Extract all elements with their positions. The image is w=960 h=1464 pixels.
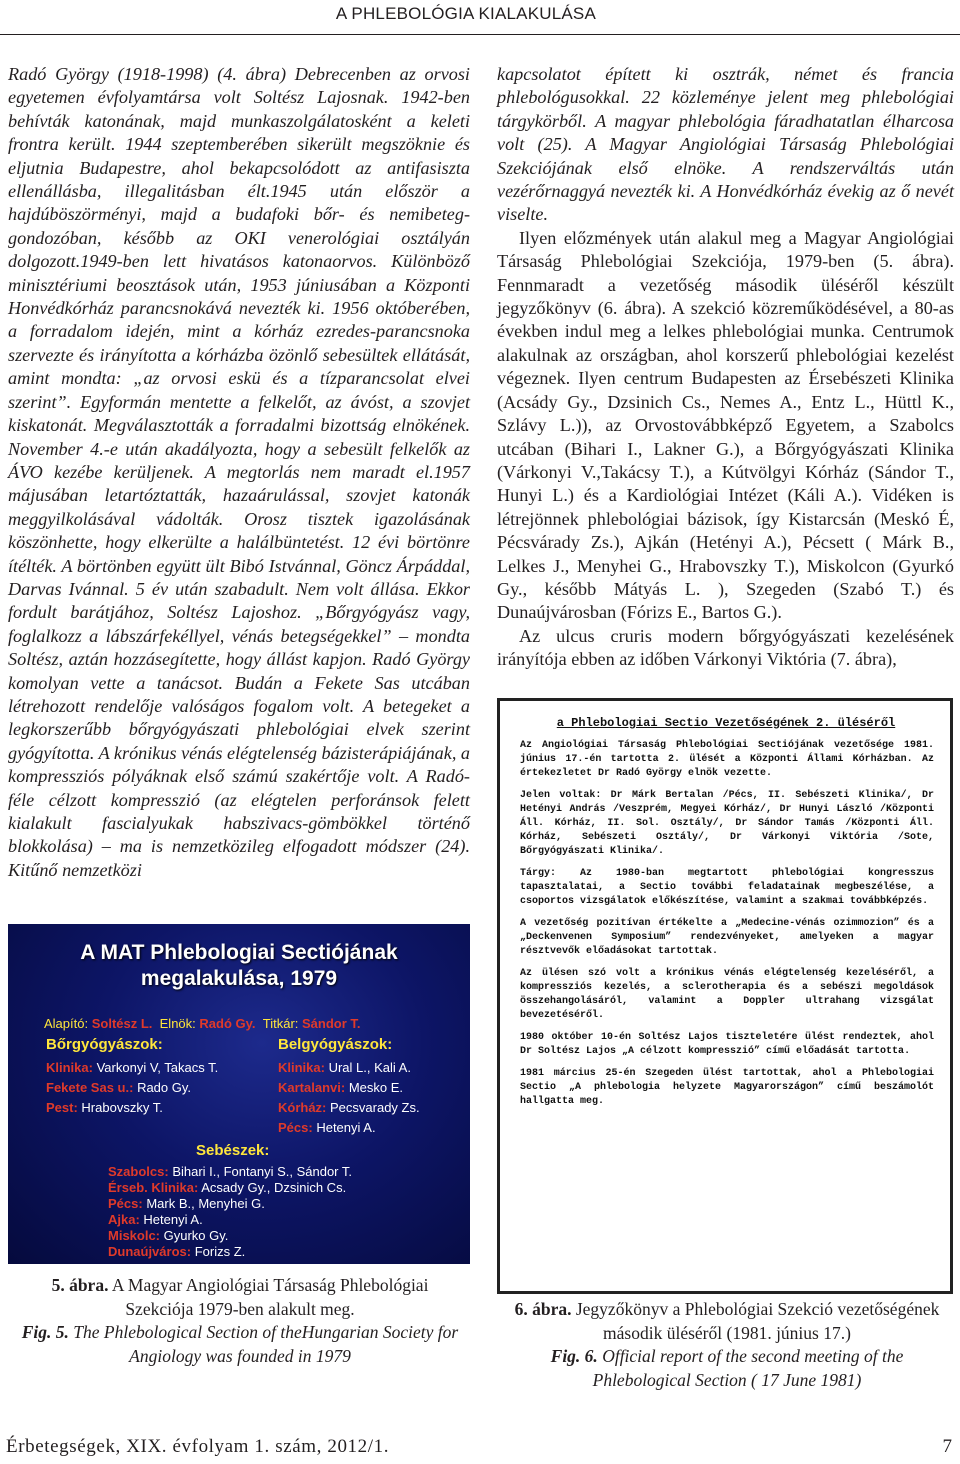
figure-5-title-line-2: megalakulása, 1979 — [140, 967, 338, 990]
left-column — [8, 63, 470, 882]
secretary-name: Sándor T. — [302, 1016, 361, 1031]
derm-row: Klinika: Varkonyi V, Takacs T. — [46, 1060, 219, 1075]
derm-row: Pest: Hrabovszky T. — [46, 1100, 163, 1115]
figure-5-caption-text-en: The Phlebological Section of theHungarian Society for Angiology was founded in 1979 — [73, 1322, 459, 1366]
figure-5-officers-row — [44, 1016, 361, 1031]
figure-5-title-line-1: A MAT Phlebologiai Sectiójának — [80, 941, 398, 964]
figure-5-caption-label-en: Fig. 5. — [21, 1322, 69, 1342]
surgeon-row: Dunaújváros: Forizs Z. — [108, 1244, 246, 1259]
left-column-text: Radó György (1918-1998) (4. ábra) Debrecenben az orvosi egyetemen évfolyamtársa volt Soltész Lajosnak. 1942-ben behívták katonának, majd munkaszolgálatosként a keleti frontra került. 1944 szeptemberében sikerült megszöknie és eljutnia Budapestre, ahol bekapcsolódott az antifasiszta ellenállásba, illegalitásban élt.1945 után először a hajdúböszörményi, majd a budafoki bőr- és nemibeteg-gondozóban, később az OKI venerológiai osztályán dolgozott.1949-ben lett hivatásos katonaorvos. Különböző minisztériumi beosztások után, 1953 júniusában a Központi Honvédkórház parancsnokává nevezték ki. 1956 októberében, a forradalom idején, mint a kórház ezredes-parancsnoka szervezte és irányította a kórházba özönlő sebesültek ellátását, amint mondta: „az orvosi eskü és a tízparancsolat elvei szerint”. Egyformán mentette a felkelőt, az ávóst, a szovjet kiskatonát. Megválasztották a forradalmi bizottság elnökének. November 4.-e után akadályozta, hogy a sebesült felkelők az ÁVO kezébe kerüljenek. A megtorlás nem maradt el.1957 májusában letartóztatták, hazaárulással, szovjet katonák meggyilkolásával vádolták. Orosz tisztek igazolásának köszönhette, hogy elkerülte a halálbüntetést. 12 évi börtönre ítélték. A börtönben együtt ült Bibó Istvánnal, Göncz Árpáddal, Darvas Ivánnal. 5 év után szabadult. Nem volt állása. Ekkor fordult barátjához, Soltész Lajoshoz. „Bőrgyógyász vagy, foglalkozz a lábszárfekéllyel, vénás betegségekkel” – mondta Soltész, aztán hozzásegítette, hogy állást kapjon. Radó György komolyan vette a tanácsot. Budán a Fekete Sas utcában létrehozott rendelője valóságos fogalom volt. A betegeket a legkorszerűbb bőrgyógyászati phlebológiai elvek szerint gyógyította. A krónikus vénás elégtelenség bázisterápiájának, a kompressziós pólyáknak első számú szakértője volt. A Radó-féle célzott kompresszió (az elégtelen perforánsok felett kialakult fascialyukak habszivacs-gömbökkel történő blokkolása) – ma is nemzetközileg elfogadott módszer (24). Kitűnő nemzetközi — [8, 64, 471, 880]
figure-6-heading: a Phlebologiai Sectio Vezetőségének 2. üléséről — [556, 716, 896, 730]
figure-6-paragraph: Tárgy: Az 1980-ban megtartott phlebológiai kongresszus tapasztalatai, a Sectio további feladatainak megbeszélése, a csoportos vizsgálatok előkészítése, valamint a szakmai továbbképzés. — [520, 868, 934, 907]
figure-5-caption-text: A Magyar Angiológiai Társaság Phlebológiai Szekciója 1979-ben alakult meg. — [111, 1275, 429, 1319]
figure-6-paragraph: 1981 március 25-én Szegeden ülést tartottak, ahol a Phlebologiai Sectio „A phlebologia helyzete Magyarországon” című beszámolót hallgatta meg. — [520, 1068, 934, 1107]
header-rule — [0, 34, 960, 35]
president-name: Radó Gy. — [199, 1016, 256, 1031]
figure-6-caption-text-en: Official report of the second meeting of the Phlebological Section ( 17 June 1981) — [592, 1346, 904, 1390]
right-column-paragraph-1: Ilyen előzmények után alakul meg a Magyar Angiológiai Társaság Phlebológiai Szekciója, 1979-ben (5. ábra). Fennmaradt a vezetőség második üléséről készült jegyzőkönyv (6. ábra). A szekció közreműködésével, a 80-as években indul meg a lelkes phlebológiai munka. Centrumok alakulnak az országban, ahol korszerű phlebológiai kezelést végeznek. Ilyen centrum Budapesten az Érsebészeti Klinika (Acsády Gy., Dzsinich Cs., Nemes A., Entz L., Hüttl K., Szlávy L.)), az Orvostovábbképző Egyetem, a Szabolcs utcában (Bihari I., Lakner G.), a Bőrgyógyászati Klinika (Várkonyi V.,Takácsy T.), a Kútvölgyi Kórház (Sándor T., Hunyi L.) és a Kardiológiai Intézet (Káli A.). Vidéken is létrejönnek phlebológiai bázisok, így Kistarcsán (Meskó É, Pécsvárady Zs.), Ajkán (Hetényi A.), Pécsett ( Márk B., Lelkes J., Menyhei G., Hrabovszky T.), Miskolcon (Gyurkó Gy., később Mátyás L. ), Szegeden (Szabó T.) és Dunaújvárosban (Fórizs E., Bartos G.). — [497, 227, 954, 623]
surgeons-heading: Sebészek: — [196, 1142, 270, 1159]
right-column-italic-text: kapcsolatot épített ki osztrák, német és francia phlebológusokkal. 22 közleménye jelent meg phlebológiai tárgykörből. A magyar phlebológia fáradhatatlan élharcosa volt (25). A Magyar Angiológiai Társaság Phlebológiai Szekciójának első elnöke. A rendszerváltás után vezérőrnaggyá nevezték ki. A Honvédkórház évekig az ő nevét viselte. — [497, 64, 954, 225]
figure-5-slide — [8, 924, 470, 1264]
founder-label: Alapító: — [44, 1016, 89, 1031]
figure-6-caption-label: 6. ábra. — [514, 1299, 572, 1319]
surgeon-row: Pécs: Mark B., Menyhei G. — [108, 1196, 265, 1211]
internist-row: Kartalanvi: Mesko E. — [278, 1080, 404, 1095]
running-head: A PHLEBOLÓGIA KIALAKULÁSA — [335, 4, 596, 23]
surgeon-row: Szabolcs: Bihari I., Fontanyi S., Sándor T. — [108, 1164, 352, 1179]
president-label: Elnök: — [159, 1016, 196, 1031]
figure-6-paragraph: Jelen voltak: Dr Márk Bertalan /Pécs, II. Sebészeti Klinika/, Dr Hetényi András /Veszprém, Megyei Kórház/, Dr Hunyi László /Központi Áll. Kórház, II. Sol. Osztály/, Dr Sándor Tamás /Központi Áll. Kórház, Sebészeti Osztály/, Dr Várkonyi Viktória /Sote, Bőrgyógyászati Klinika/. — [520, 790, 934, 857]
journal-footer: Érbetegségek, XIX. évfolyam 1. szám, 2012/1. — [6, 1436, 390, 1457]
figure-6-paragraph: Az ülésen szó volt a krónikus vénás elégtelenség kezeléséről, a kompressziós kezelés, a sclerotherapia és a sebészi megoldások összehangolásáról, valamint a Doppler ultrahang vizsgálat bevezetéséről. — [520, 968, 934, 1021]
internist-row: Klinika: Ural L., Kali A. — [278, 1060, 411, 1075]
figure-6-document — [497, 698, 953, 1294]
internist-row: Kórház: Pecsvarady Zs. — [278, 1100, 420, 1115]
surgeon-row: Ajka: Hetenyi A. — [108, 1212, 203, 1227]
figure-6-paragraph: A vezetőség pozitívan értékelte a „Medecine-vénás ozimmozion” és a „Deckenvenen Symposium” rendezvényeket, amelyeken a magyar résztvevők előadásokat tartottak. — [520, 918, 934, 957]
right-column-paragraph-2: Az ulcus cruris modern bőrgyógyászati kezelésének irányítója ebben az időben Várkonyi Viktória (7. ábra), — [497, 625, 954, 670]
figure-6-caption-label-en: Fig. 6. — [550, 1346, 598, 1366]
figure-5-caption — [20, 1274, 460, 1368]
figure-6-caption — [500, 1298, 954, 1392]
figure-5-title — [8, 940, 470, 992]
figure-6-body — [500, 731, 950, 1109]
derm-row: Fekete Sas u.: Rado Gy. — [46, 1080, 192, 1095]
surgeon-row: Miskolc: Gyurko Gy. — [108, 1228, 229, 1243]
founder-name: Soltész L. — [91, 1016, 153, 1031]
page-number: 7 — [942, 1436, 952, 1457]
internist-row: Pécs: Hetenyi A. — [278, 1120, 376, 1135]
dermatologists-heading: Bőrgyógyászok: — [46, 1036, 163, 1053]
figure-6-caption-text: Jegyzőkönyv a Phlebológiai Szekció vezetőségének második üléséről (1981. június 17.) — [575, 1299, 940, 1343]
right-column — [497, 63, 954, 672]
figure-6-paragraph: 1980 október 10-én Soltész Lajos tiszteletére ülést rendeztek, ahol Dr Soltész Lajos „A célzott kompresszió” című előadását tartotta. — [520, 1032, 934, 1057]
surgeon-row: Érseb. Klinika: Acsady Gy., Dzsinich Cs. — [108, 1180, 347, 1195]
secretary-label: Titkár: — [262, 1016, 299, 1031]
figure-6-paragraph: Az Angiológiai Társaság Phlebológiai Sectiójának vezetősége 1981. június 17.-én tartotta 2. ülését a Központi Állami Kórházban. Az értekezletet Dr Radó György elnök vezette. — [520, 740, 934, 779]
figure-5-caption-label: 5. ábra. — [51, 1275, 109, 1295]
internists-heading: Belgyógyászok: — [278, 1036, 393, 1053]
